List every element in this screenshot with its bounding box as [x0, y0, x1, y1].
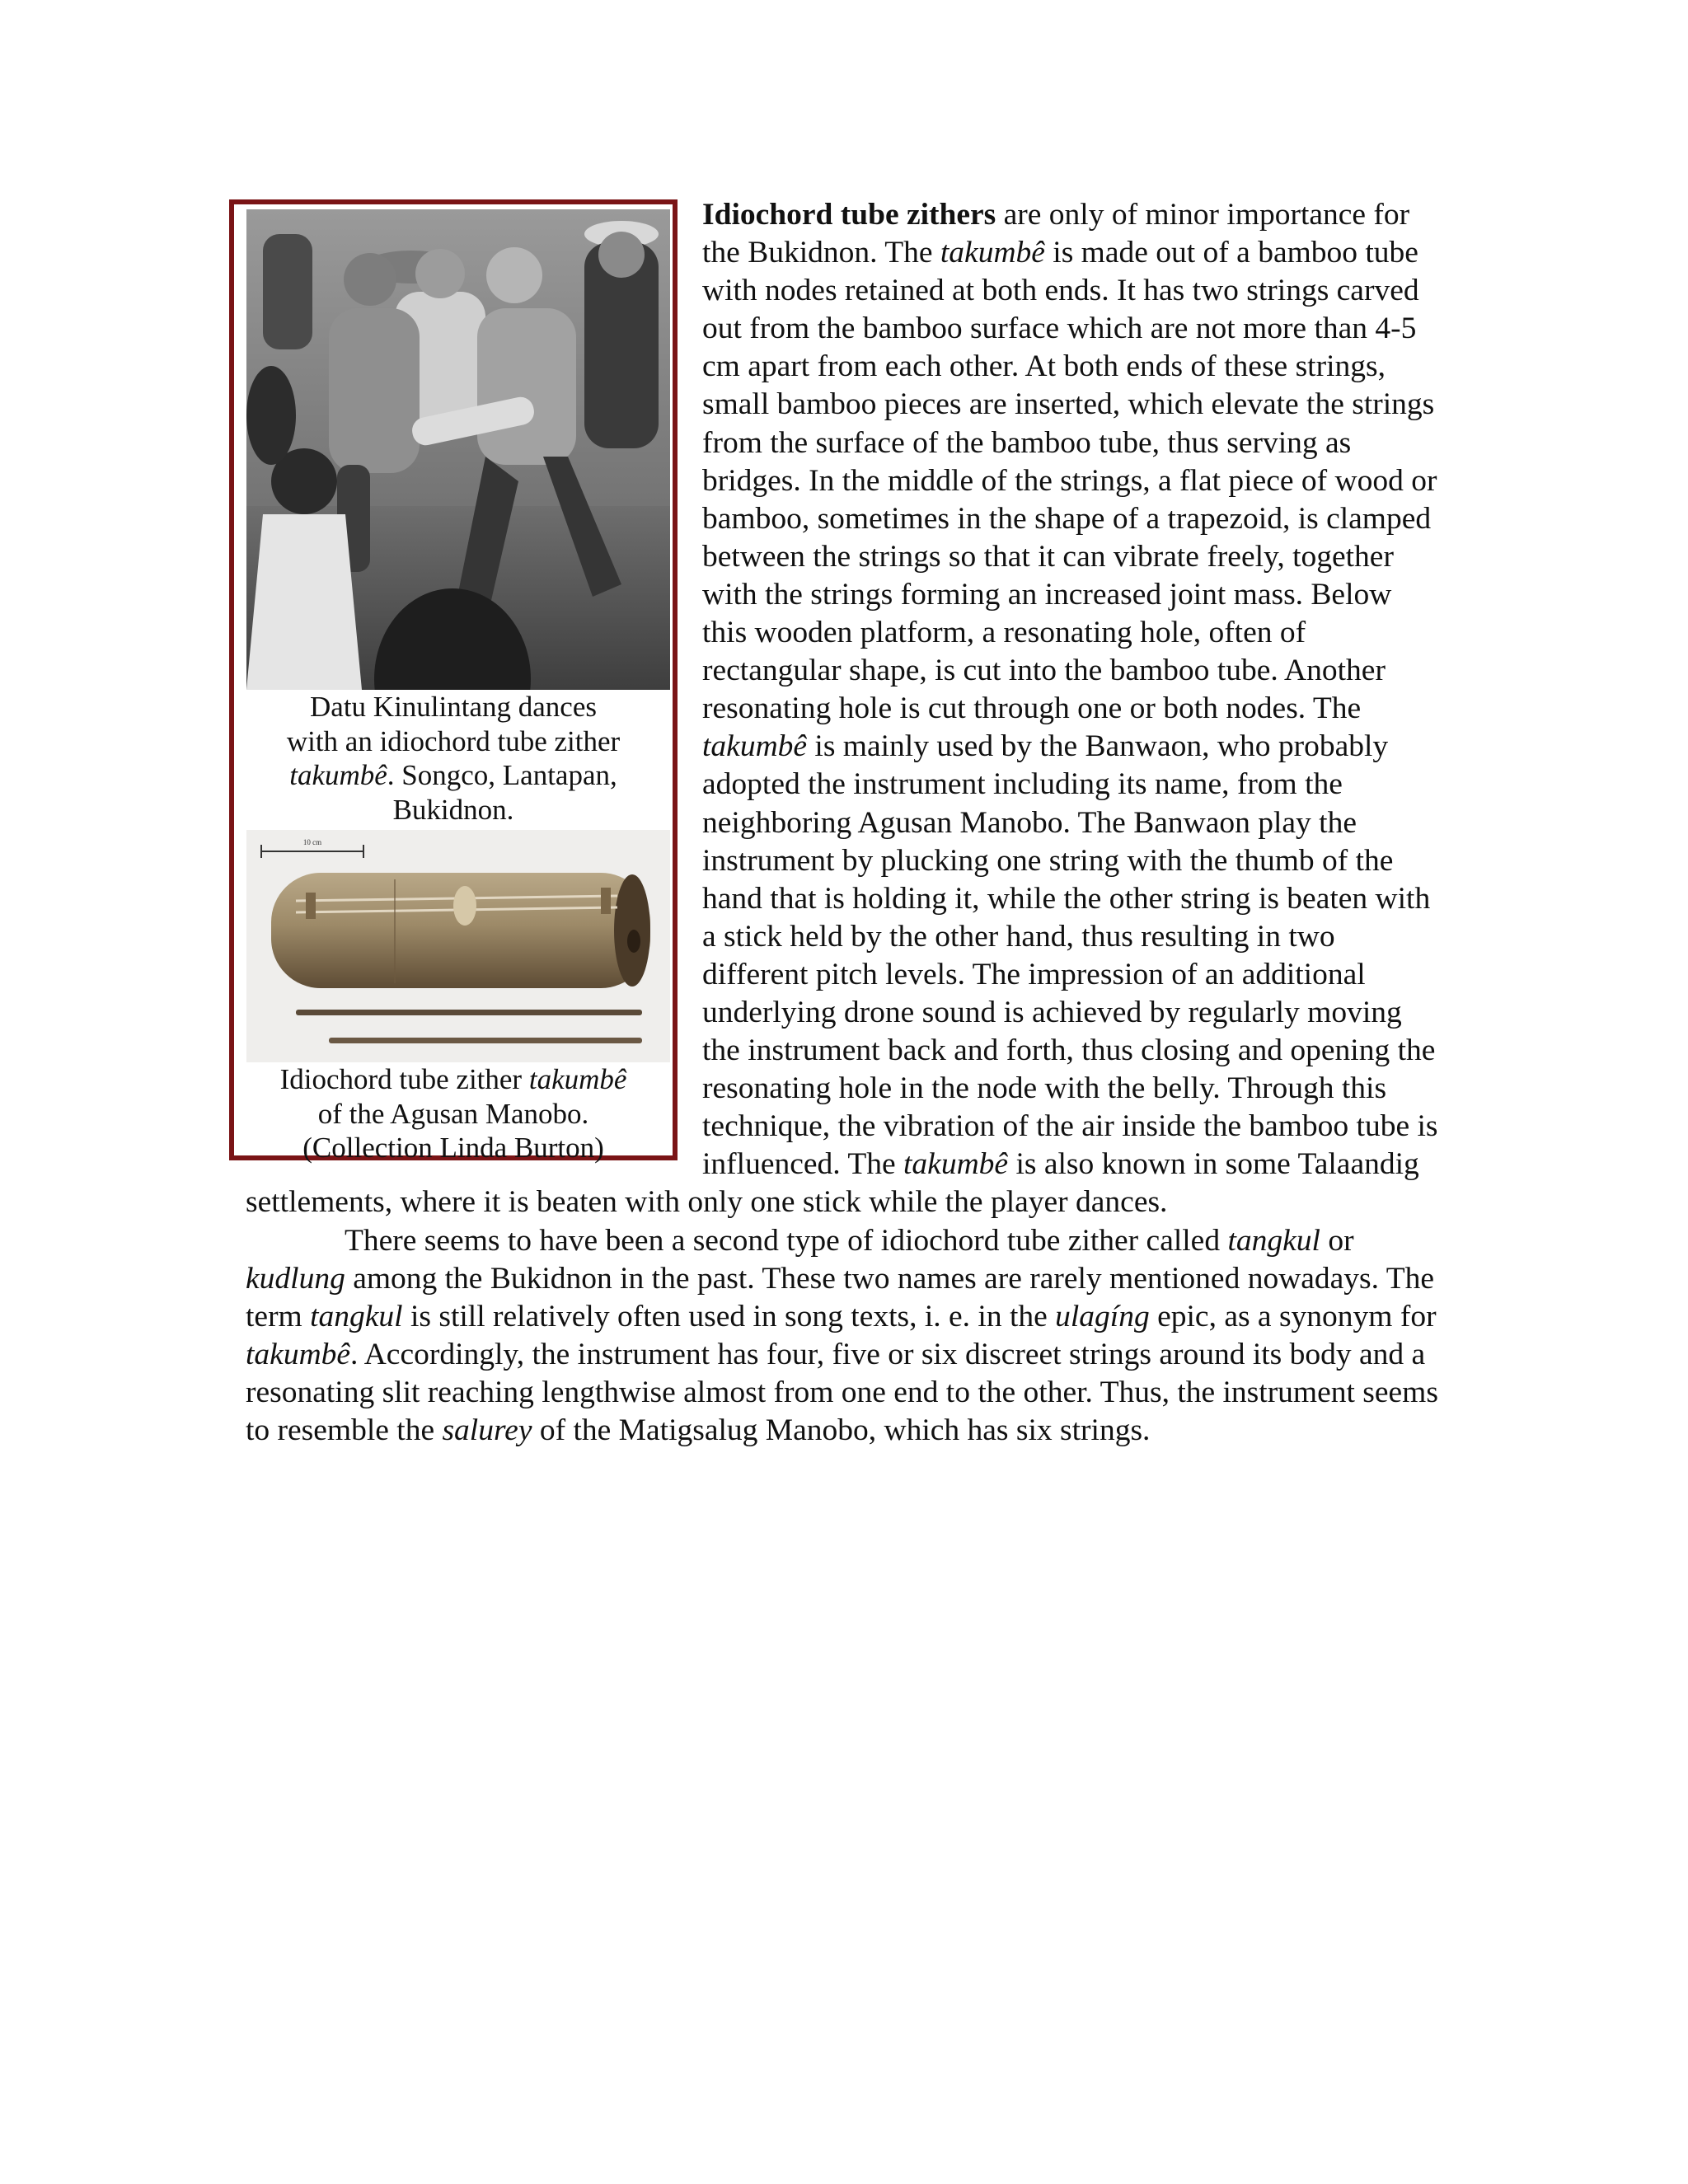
text-run: are only of minor importance for the Bukidnon. The	[702, 198, 1410, 270]
text-run: of the Matigsalug Manobo, which has six strings.	[532, 1413, 1151, 1447]
italic-term: tangkul	[1227, 1223, 1320, 1258]
italic-term: kudlung	[246, 1261, 345, 1296]
caption-term: takumbê	[289, 759, 387, 791]
dance-photo	[246, 209, 670, 690]
text-run: is made out of a bamboo tube with nodes retained at both ends. It has two strings carved out from the bamboo surface which are not more than 4-5 cm apart from each other. At both ends of these strings, small bamboo pieces are inserted, which elevate the strings from the surface of the bamboo tube, thus serving as bridges. In the middle of the strings, a flat piece of wood or bamboo, sometimes in the shape of a trapezoid, is clamped between the strings so that it can vibrate freely, together with the strings forming an increased joint mass. Below this wooden platform, a resonating hole, often of rectangular shape, is cut into the bamboo tube. Another resonating hole is cut through one or both nodes. The	[702, 236, 1437, 726]
zither-photo-image	[246, 830, 670, 1062]
caption-line: . Songco, Lantapan, Bukidnon.	[387, 759, 617, 826]
italic-term: ulagíng	[1055, 1299, 1150, 1333]
photo-caption-zither	[246, 1062, 660, 1165]
text-run: or	[1320, 1223, 1354, 1258]
caption-line: (Collection Linda Burton)	[302, 1132, 604, 1164]
caption-line: of the Agusan Manobo.	[317, 1097, 589, 1130]
italic-term: takumbê	[940, 236, 1045, 270]
text-run: is also known in some Talaandig settlements, where it is beaten with only one stick while the player dances.	[246, 1147, 1419, 1220]
text-run: among the Bukidnon in the past. These two names are rarely mentioned nowadays. The term	[246, 1261, 1435, 1333]
text-run: is still relatively often used in song texts, i. e. in the	[402, 1299, 1056, 1333]
photo-caption-dance	[246, 690, 660, 827]
document-body	[246, 196, 1442, 1450]
caption-line: Datu Kinulintang dances	[310, 691, 597, 723]
dance-photo-image	[246, 209, 670, 690]
caption-line: Idiochord tube zither	[279, 1063, 529, 1095]
italic-term: takumbê	[903, 1147, 1009, 1182]
text-run: epic, as a synonym for	[1149, 1299, 1437, 1333]
scale-label: 10 cm	[302, 838, 322, 846]
italic-term: tangkul	[310, 1299, 403, 1333]
paragraph	[246, 1222, 1442, 1451]
zither-photo	[246, 830, 670, 1062]
text-run: There seems to have been a second type of idiochord tube zither called	[345, 1223, 1228, 1258]
italic-term: takumbê	[702, 729, 808, 764]
caption-line: with an idiochord tube zither	[286, 724, 621, 757]
figure-panel	[229, 199, 678, 1164]
bold-term: Idiochord tube zithers	[702, 198, 996, 232]
caption-term: takumbê	[528, 1063, 627, 1095]
italic-term: salurey	[442, 1413, 532, 1447]
italic-term: takumbê	[246, 1337, 351, 1371]
text-run: is mainly used by the Banwaon, who probably adopted the instrument including its name, from the neighboring Agusan Manobo. The Banwaon play the instrument by plucking one string with the thumb of the hand that is holding it, while the other string is beaten with a stick held by the other hand, thus resulting in two different pitch levels. The impression of an additional underlying drone sound is achieved by regularly moving the instrument back and forth, thus closing and opening the resonating hole in the node with the belly. Through this technique, the vibration of the air inside the bamboo tube is influenced. The	[702, 729, 1438, 1182]
text-run: . Accordingly, the instrument has four, five or six discreet strings around its body and a resonating slit reaching lengthwise almost from one end to the other. Thus, the instrument seems to resemble the	[246, 1337, 1438, 1447]
